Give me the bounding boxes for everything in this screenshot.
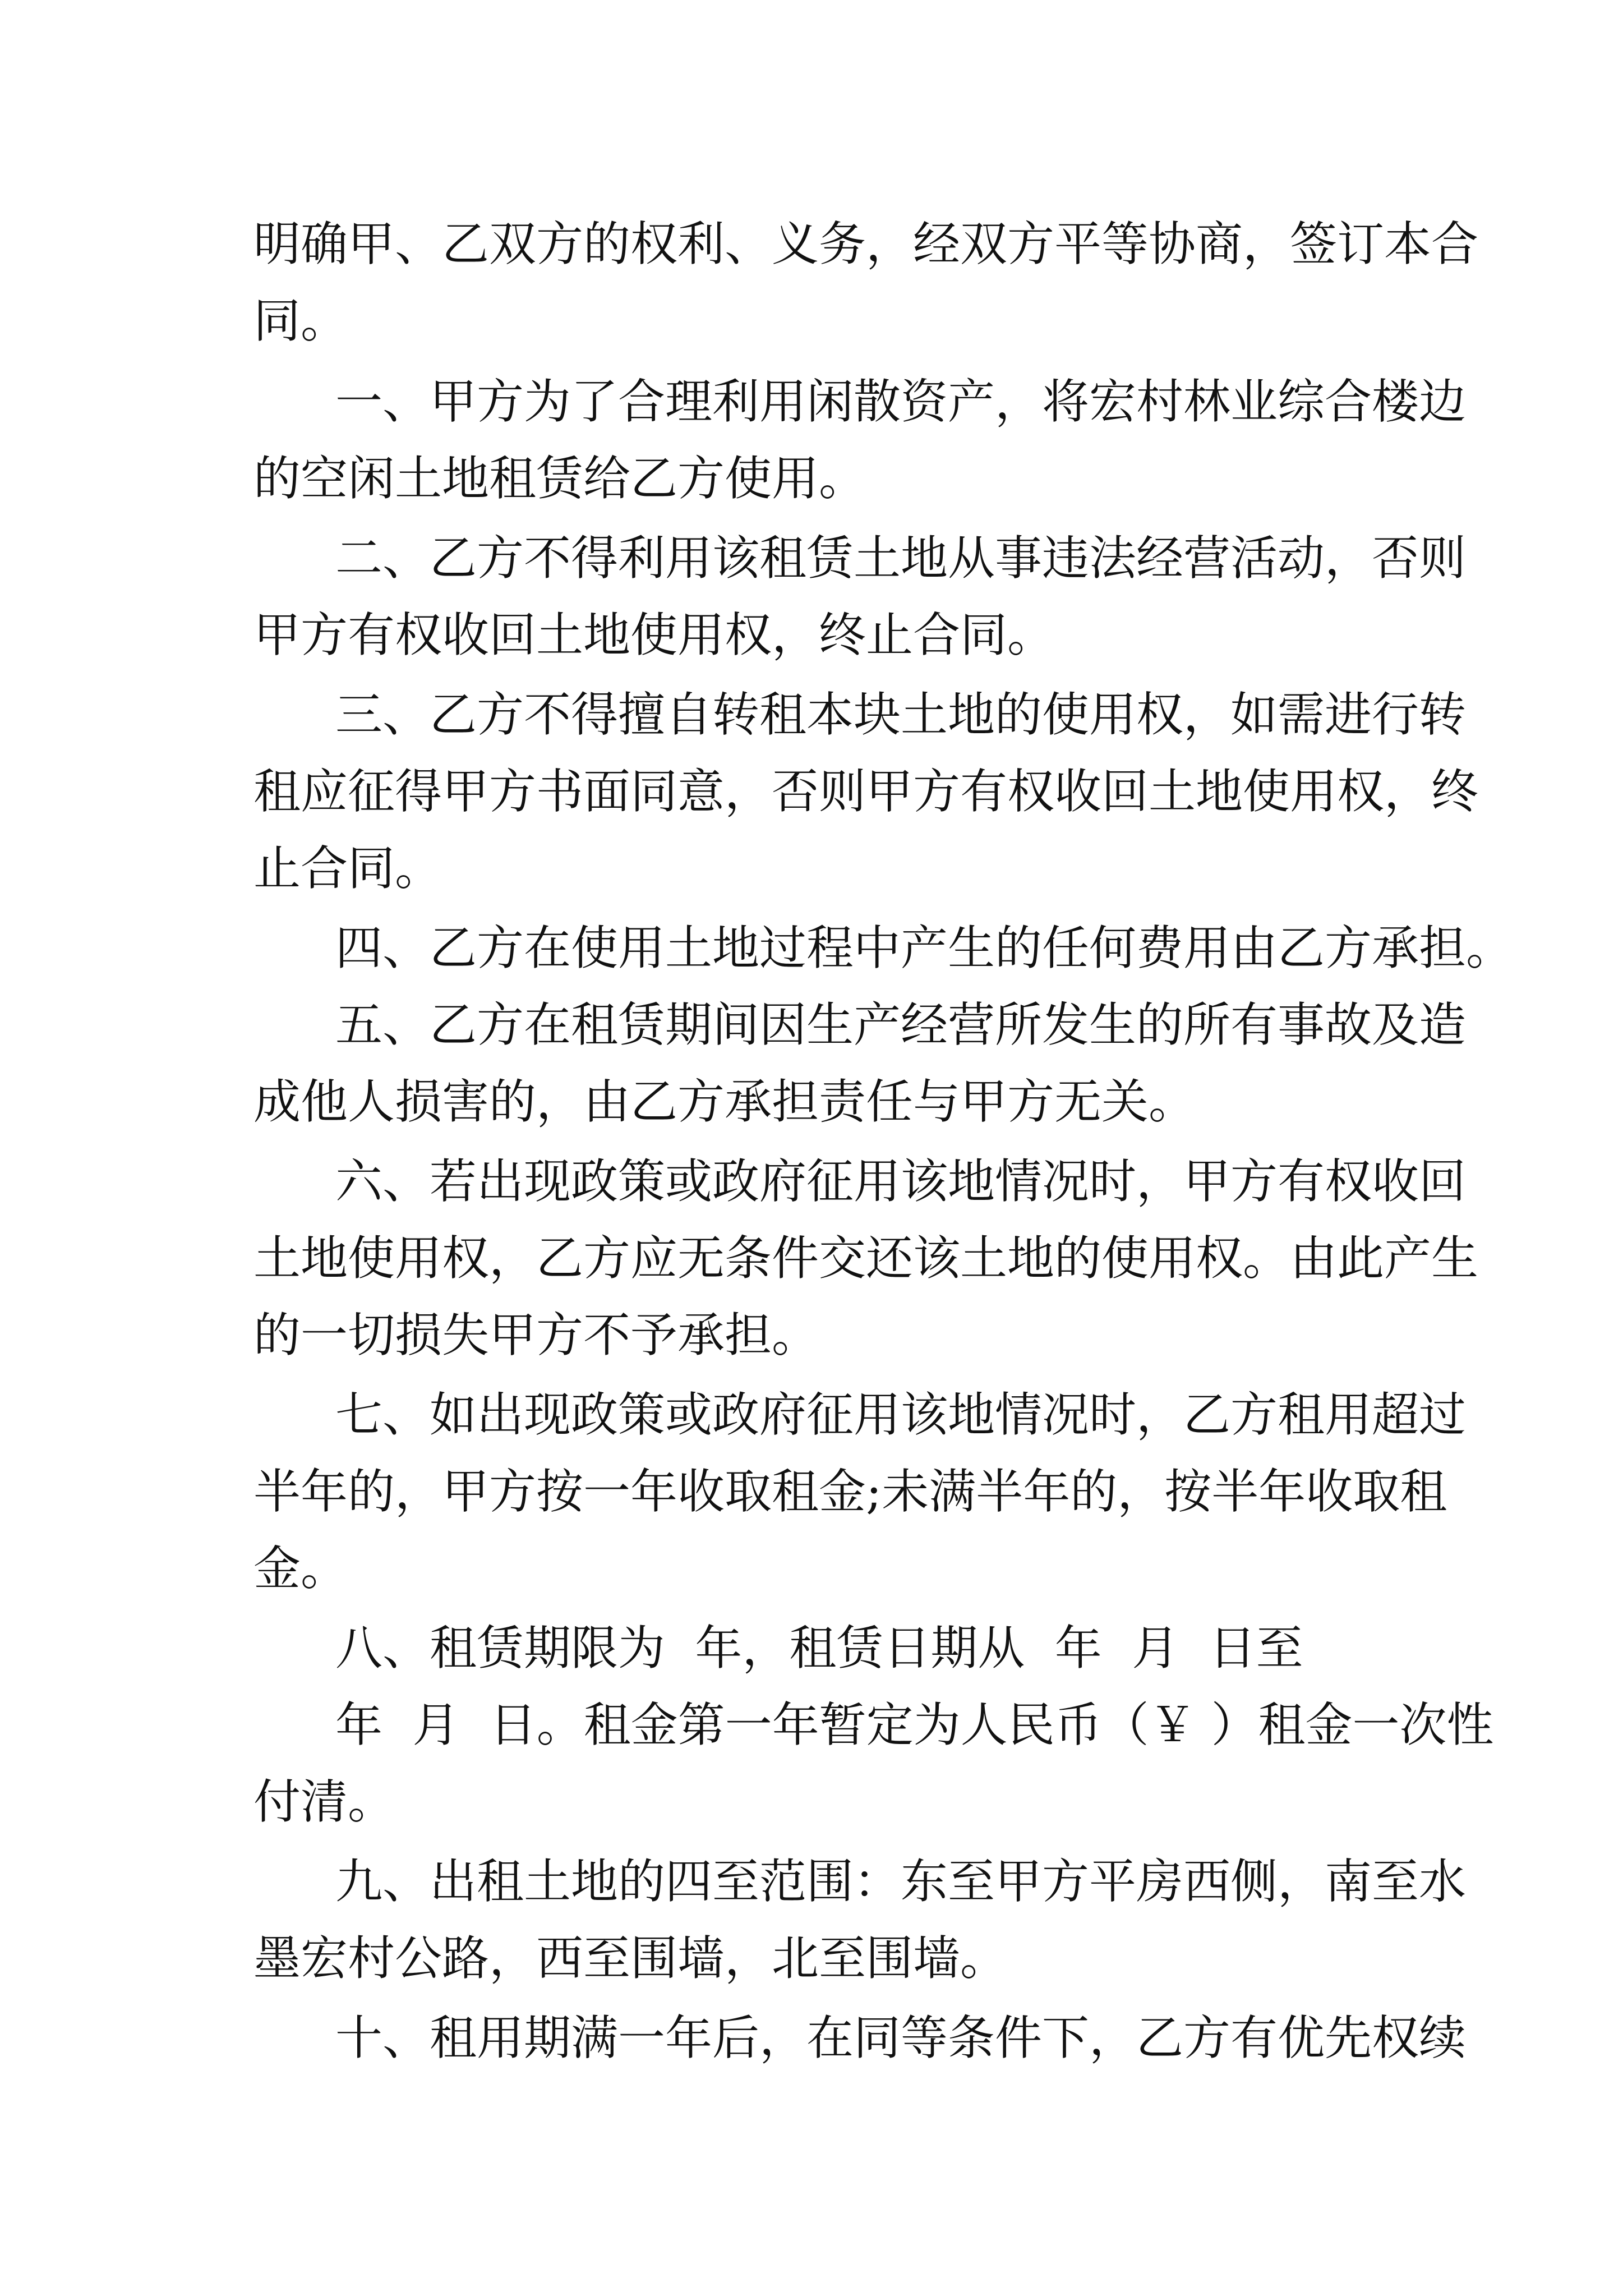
text-line: 八、租赁期限为 年，租赁日期从 年 月 日至 bbox=[335, 1621, 1303, 1676]
text-line: 同。 bbox=[253, 293, 348, 348]
text-line: 年 月 日。租金第一年暂定为人民币（￥ ）租金一次性 bbox=[335, 1697, 1494, 1752]
text-line: 半年的，甲方按一年收取租金;未满半年的，按半年收取租 bbox=[253, 1464, 1447, 1519]
text-line: 成他人损害的，由乙方承担责任与甲方无关。 bbox=[253, 1074, 1196, 1129]
text-line: 付清。 bbox=[253, 1774, 395, 1829]
text-line: 土地使用权，乙方应无条件交还该土地的使用权。由此产生 bbox=[253, 1231, 1479, 1286]
text-line: 二、乙方不得利用该租赁土地从事违法经营活动，否则 bbox=[335, 531, 1467, 586]
text-line: 墨宏村公路，西至围墙，北至围墙。 bbox=[253, 1931, 1008, 1986]
text-line: 六、若出现政策或政府征用该地情况时，甲方有权收回 bbox=[335, 1154, 1467, 1209]
text-line: 明确甲、乙双方的权利、义务，经双方平等协商，签订本合 bbox=[253, 217, 1479, 272]
text-line: 九、出租土地的四至范围：东至甲方平房西侧，南至水 bbox=[335, 1854, 1467, 1909]
text-line: 七、如出现政策或政府征用该地情况时，乙方租用超过 bbox=[335, 1387, 1467, 1442]
text-line: 一、甲方为了合理利用闲散资产，将宏村林业综合楼边 bbox=[335, 374, 1467, 429]
text-line: 十、租用期满一年后，在同等条件下，乙方有优先权续 bbox=[335, 2010, 1467, 2065]
text-line: 五、乙方在租赁期间因生产经营所发生的所有事故及造 bbox=[335, 997, 1467, 1052]
text-line: 三、乙方不得擅自转租本块土地的使用权，如需进行转 bbox=[335, 687, 1467, 742]
text-line: 止合同。 bbox=[253, 841, 442, 896]
text-line: 租应征得甲方书面同意，否则甲方有权收回土地使用权，终 bbox=[253, 764, 1479, 819]
text-line: 金。 bbox=[253, 1541, 348, 1596]
text-line: 的一切损失甲方不予承担。 bbox=[253, 1308, 819, 1363]
text-line: 的空闲土地租赁给乙方使用。 bbox=[253, 451, 866, 506]
text-line: 四、乙方在使用土地过程中产生的任何费用由乙方承担。 bbox=[335, 921, 1514, 976]
text-line: 甲方有权收回土地使用权，终止合同。 bbox=[253, 608, 1055, 662]
